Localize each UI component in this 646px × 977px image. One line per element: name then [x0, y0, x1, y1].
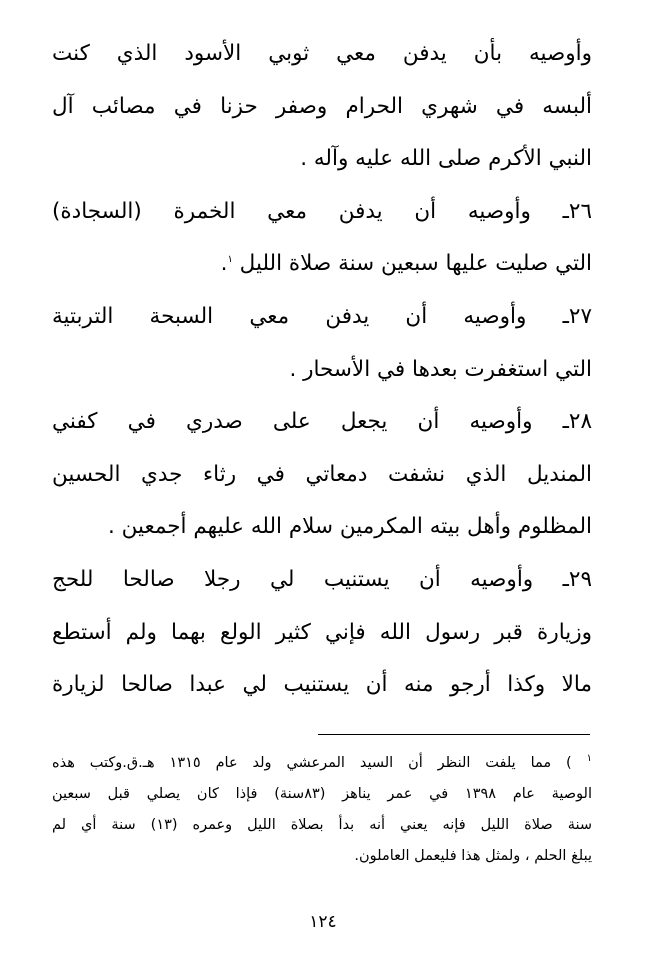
footnotes [52, 748, 592, 872]
text-line-5-content: التي صليت عليها سبعين سنة صلاة الليل [239, 251, 592, 277]
text-line-6: ٢٧ـ وأوصيه أن يدفن معي السبحة التربتية [52, 303, 592, 329]
footnote-marker: ١ [586, 753, 592, 765]
footnote-line-3: سنة صلاة الليل فإنه يعني أنه بدأ بصلاة الليل وعمره (١٣) سنة أي لم [52, 817, 592, 833]
text-line-9: المنديل الذي نشفت دمعاتي في رثاء جدي الحسين [52, 461, 592, 487]
main-text [52, 28, 592, 712]
footnote-line-1 [52, 748, 592, 779]
footnote-reference: ١ [227, 254, 233, 266]
footnote-line-2: الوصية عام ١٣٩٨ في عمر يناهز (٨٣سنة) فإذا كان يصلي قبل سبعين [52, 786, 592, 802]
footnote-line-4: يبلغ الحلم ، ولمثل هذا فليعمل العاملون. [354, 848, 592, 864]
text-line-1: وأوصيه بأن يدفن معي ثوبي الأسود الذي كنت [52, 41, 592, 66]
text-line-7: التي استغفرت بعدها في الأسحار . [289, 356, 592, 382]
text-line-5 [52, 238, 592, 291]
text-line-10: المظلوم وأهل بيته المكرمين سلام الله عليهم أجمعين . [107, 514, 592, 540]
page-number: ١٢٤ [309, 912, 337, 932]
text-line-11: ٢٩ـ وأوصيه أن يستنيب لي رجلا صالحا للحج [52, 566, 592, 592]
text-line-5-end: . [220, 251, 228, 277]
footnote-line-1-content: ) مما يلفت النظر أن السيد المرعشي ولد عام ١٣١٥ هـ.ق.وكتب هذه [52, 755, 572, 771]
footnote-separator [318, 734, 590, 735]
text-line-2: ألبسه في شهري الحرام وصفر حزنا في مصائب آل [52, 93, 592, 119]
text-line-8: ٢٨ـ وأوصيه أن يجعل على صدري في كفني [52, 409, 592, 435]
text-line-3: النبي الأكرم صلى الله عليه وآله . [300, 146, 592, 172]
text-line-4: ٢٦ـ وأوصيه أن يدفن معي الخمرة (السجادة) [52, 198, 592, 224]
text-line-12: وزيارة قبر رسول الله فإني كثير الولع بهما ولم أستطع [52, 619, 592, 645]
text-line-13: مالا وكذا أرجو منه أن يستنيب لي عبدا صالحا لزيارة [52, 672, 592, 698]
